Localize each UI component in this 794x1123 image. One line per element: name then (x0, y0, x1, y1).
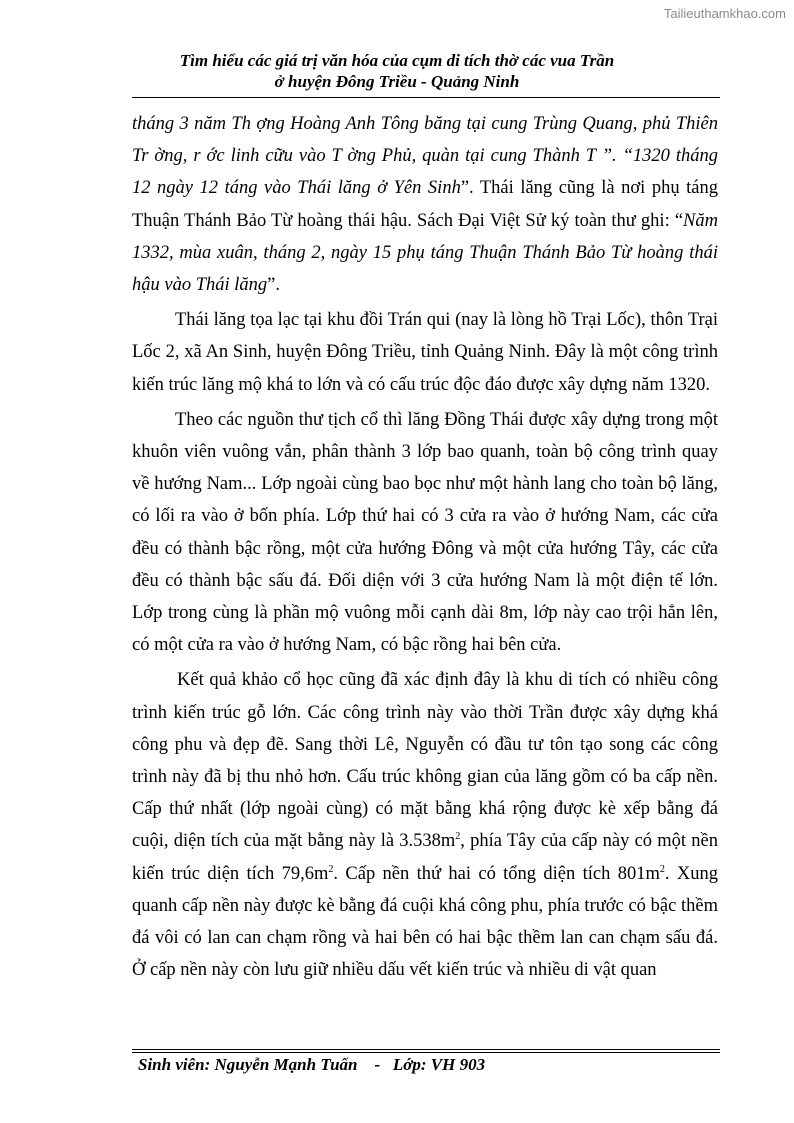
paragraph-4 (132, 664, 718, 986)
paragraph-4-text-d: . Xung quanh cấp nền này được kè bằng đá cuội khá công phu, phía trước có bậc thềm đá vôi có lan can chạm rồng và hai bên có hai bậc thềm lan can chạm sấu đá. Ở cấp nền này còn lưu giữ nhiều dấu vết kiến trúc và nhiều di vật quan (132, 863, 718, 981)
document-body (132, 108, 718, 986)
paragraph-1-text-a: ”. Thái lăng cũng là nơi phụ táng Thuận Thánh Bảo Từ hoàng thái hậu. Sách Đại Việt Sử ký toàn thư ghi: “ (132, 178, 718, 231)
page-header (0, 50, 794, 92)
superscript-2: 2 (328, 863, 334, 875)
watermark-text: Tailieuthamkhao.com (663, 6, 786, 21)
paragraph-1-text-b: ”. (267, 275, 280, 296)
header-divider (132, 97, 720, 98)
paragraph-3: Theo các nguồn thư tịch cổ thì lăng Đồng Thái được xây dựng trong một khuôn viên vuông vắn, phân thành 3 lớp bao quanh, toàn bộ công trình quay về hướng Nam... Lớp ngoài cùng bao bọc như một hành lang cho toàn bộ lăng, có lối ra vào ở bốn phía. Lớp thứ hai có 3 cửa ra vào ở hướng Nam, các cửa đều có thành bậc rồng, một cửa hướng Đông và một cửa hướng Tây, các cửa đều có thành bậc sấu đá. Đối diện với 3 cửa hướng Nam là một điện tế lớn. Lớp trong cùng là phần mộ vuông mỗi cạnh dài 8m, lớp này cao trội hẳn lên, có một cửa ra vào ở hướng Nam, có bậc rồng hai bên cửa. (132, 409, 718, 656)
paragraph-2: Thái lăng tọa lạc tại khu đồi Trán qui (nay là lòng hồ Trại Lốc), thôn Trại Lốc 2, xã An Sinh, huyện Đông Triều, tỉnh Quảng Ninh. Đây là một công trình kiến trúc lăng mộ khá to lớn và có cấu trúc độc đáo được xây dựng năm 1320. (132, 310, 718, 395)
paragraph-4-text-a: Kết quả khảo cổ học cũng đã xác định đây là khu di tích có nhiều công trình kiến trúc gỗ lớn. Các công trình này vào thời Trần được xây dựng khá công phu và đẹp đẽ. Sang thời Lê, Nguyễn có đầu tư tôn tạo song các công trình này đã bị thu nhỏ hơn. Cấu trúc không gian của lăng gồm có ba cấp nền. Cấp thứ nhất (lớp ngoài cùng) có mặt bằng khá rộng được kè xếp bằng đá cuội, diện tích của mặt bằng này là 3.538m (132, 670, 718, 852)
paragraph-1-quote-b: Năm 1332, mùa xuân, tháng 2, ngày 15 phụ táng Thuận Thánh Bảo Từ hoàng thái hậu vào Thái lăng (132, 210, 718, 296)
header-title-line1: Tìm hiểu các giá trị văn hóa của cụm di tích thờ các vua Trần (179, 51, 615, 70)
paragraph-4-text-c: . Cấp nền thứ hai có tổng diện tích 801m (333, 863, 660, 884)
page-footer: Sinh viên: Nguyễn Mạnh Tuấn - Lớp: VH 903 (138, 1055, 486, 1074)
paragraph-4-text-b: , phía Tây của cấp này có một nền kiến trúc diện tích 79,6m (132, 831, 718, 884)
footer-divider (132, 1049, 720, 1050)
header-title-line2: ở huyện Đông Triều - Quảng Ninh (274, 72, 520, 91)
paragraph-1 (132, 108, 718, 301)
paragraph-1-quote-a: tháng 3 năm Th ợng Hoàng Anh Tông băng tại cung Trùng Quang, phủ Thiên Tr ờng, r ớc linh cữu vào T ờng Phủ, quàn tại cung Thành T ”. “1320 tháng 12 ngày 12 táng vào Thái lăng ở Yên Sinh (132, 114, 718, 199)
superscript-2: 2 (455, 831, 461, 843)
superscript-2: 2 (659, 863, 665, 875)
footer-divider-double (132, 1052, 720, 1053)
